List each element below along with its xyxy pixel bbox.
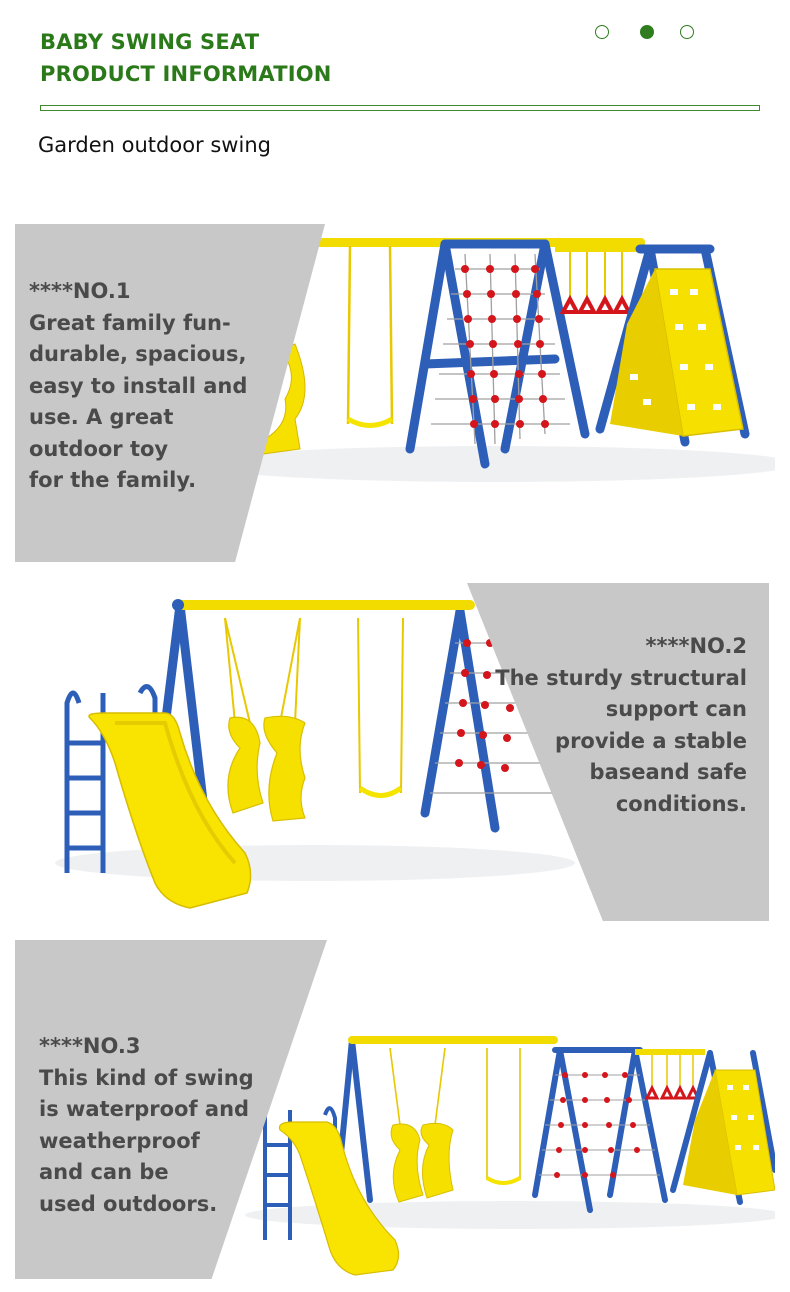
feature-line: and can be xyxy=(39,1160,169,1184)
feature-line: The sturdy structural xyxy=(495,665,747,690)
feature-heading-2: ****NO.2 xyxy=(645,634,747,658)
feature-line: baseand safe xyxy=(589,760,747,784)
feature-line: weatherproof xyxy=(39,1128,200,1153)
title-line-1: BABY SWING SEAT xyxy=(40,30,260,54)
feature-text-1 xyxy=(29,276,247,497)
feature-line: durable, spacious, xyxy=(29,342,247,366)
feature-heading-1: ****NO.1 xyxy=(29,279,131,303)
feature-line: Great family fun- xyxy=(29,310,231,335)
feature-line: This kind of swing xyxy=(39,1065,254,1090)
carousel-dot-2[interactable] xyxy=(640,25,654,39)
header-divider xyxy=(40,105,760,111)
feature-panel-1 xyxy=(15,224,775,562)
title-line-2: PRODUCT INFORMATION xyxy=(40,62,332,86)
feature-line: provide a stable xyxy=(555,728,747,753)
feature-line: outdoor toy xyxy=(29,436,169,461)
feature-heading-3: ****NO.3 xyxy=(39,1034,141,1058)
feature-text-3 xyxy=(39,1031,254,1220)
feature-line: use. A great xyxy=(29,405,174,429)
feature-line: easy to install and xyxy=(29,373,248,398)
feature-line: used outdoors. xyxy=(39,1191,218,1216)
feature-line: conditions. xyxy=(615,791,747,816)
feature-line: is waterproof and xyxy=(39,1097,250,1121)
feature-line: support can xyxy=(605,697,747,721)
feature-text-2 xyxy=(495,631,747,820)
page-subtitle: Garden outdoor swing xyxy=(38,133,271,157)
carousel-dot-3[interactable] xyxy=(680,25,694,39)
feature-panel-3 xyxy=(15,940,775,1279)
page-title xyxy=(40,26,332,90)
carousel-dot-1[interactable] xyxy=(595,25,609,39)
feature-panel-2 xyxy=(15,583,769,921)
feature-line: for the family. xyxy=(29,468,197,492)
